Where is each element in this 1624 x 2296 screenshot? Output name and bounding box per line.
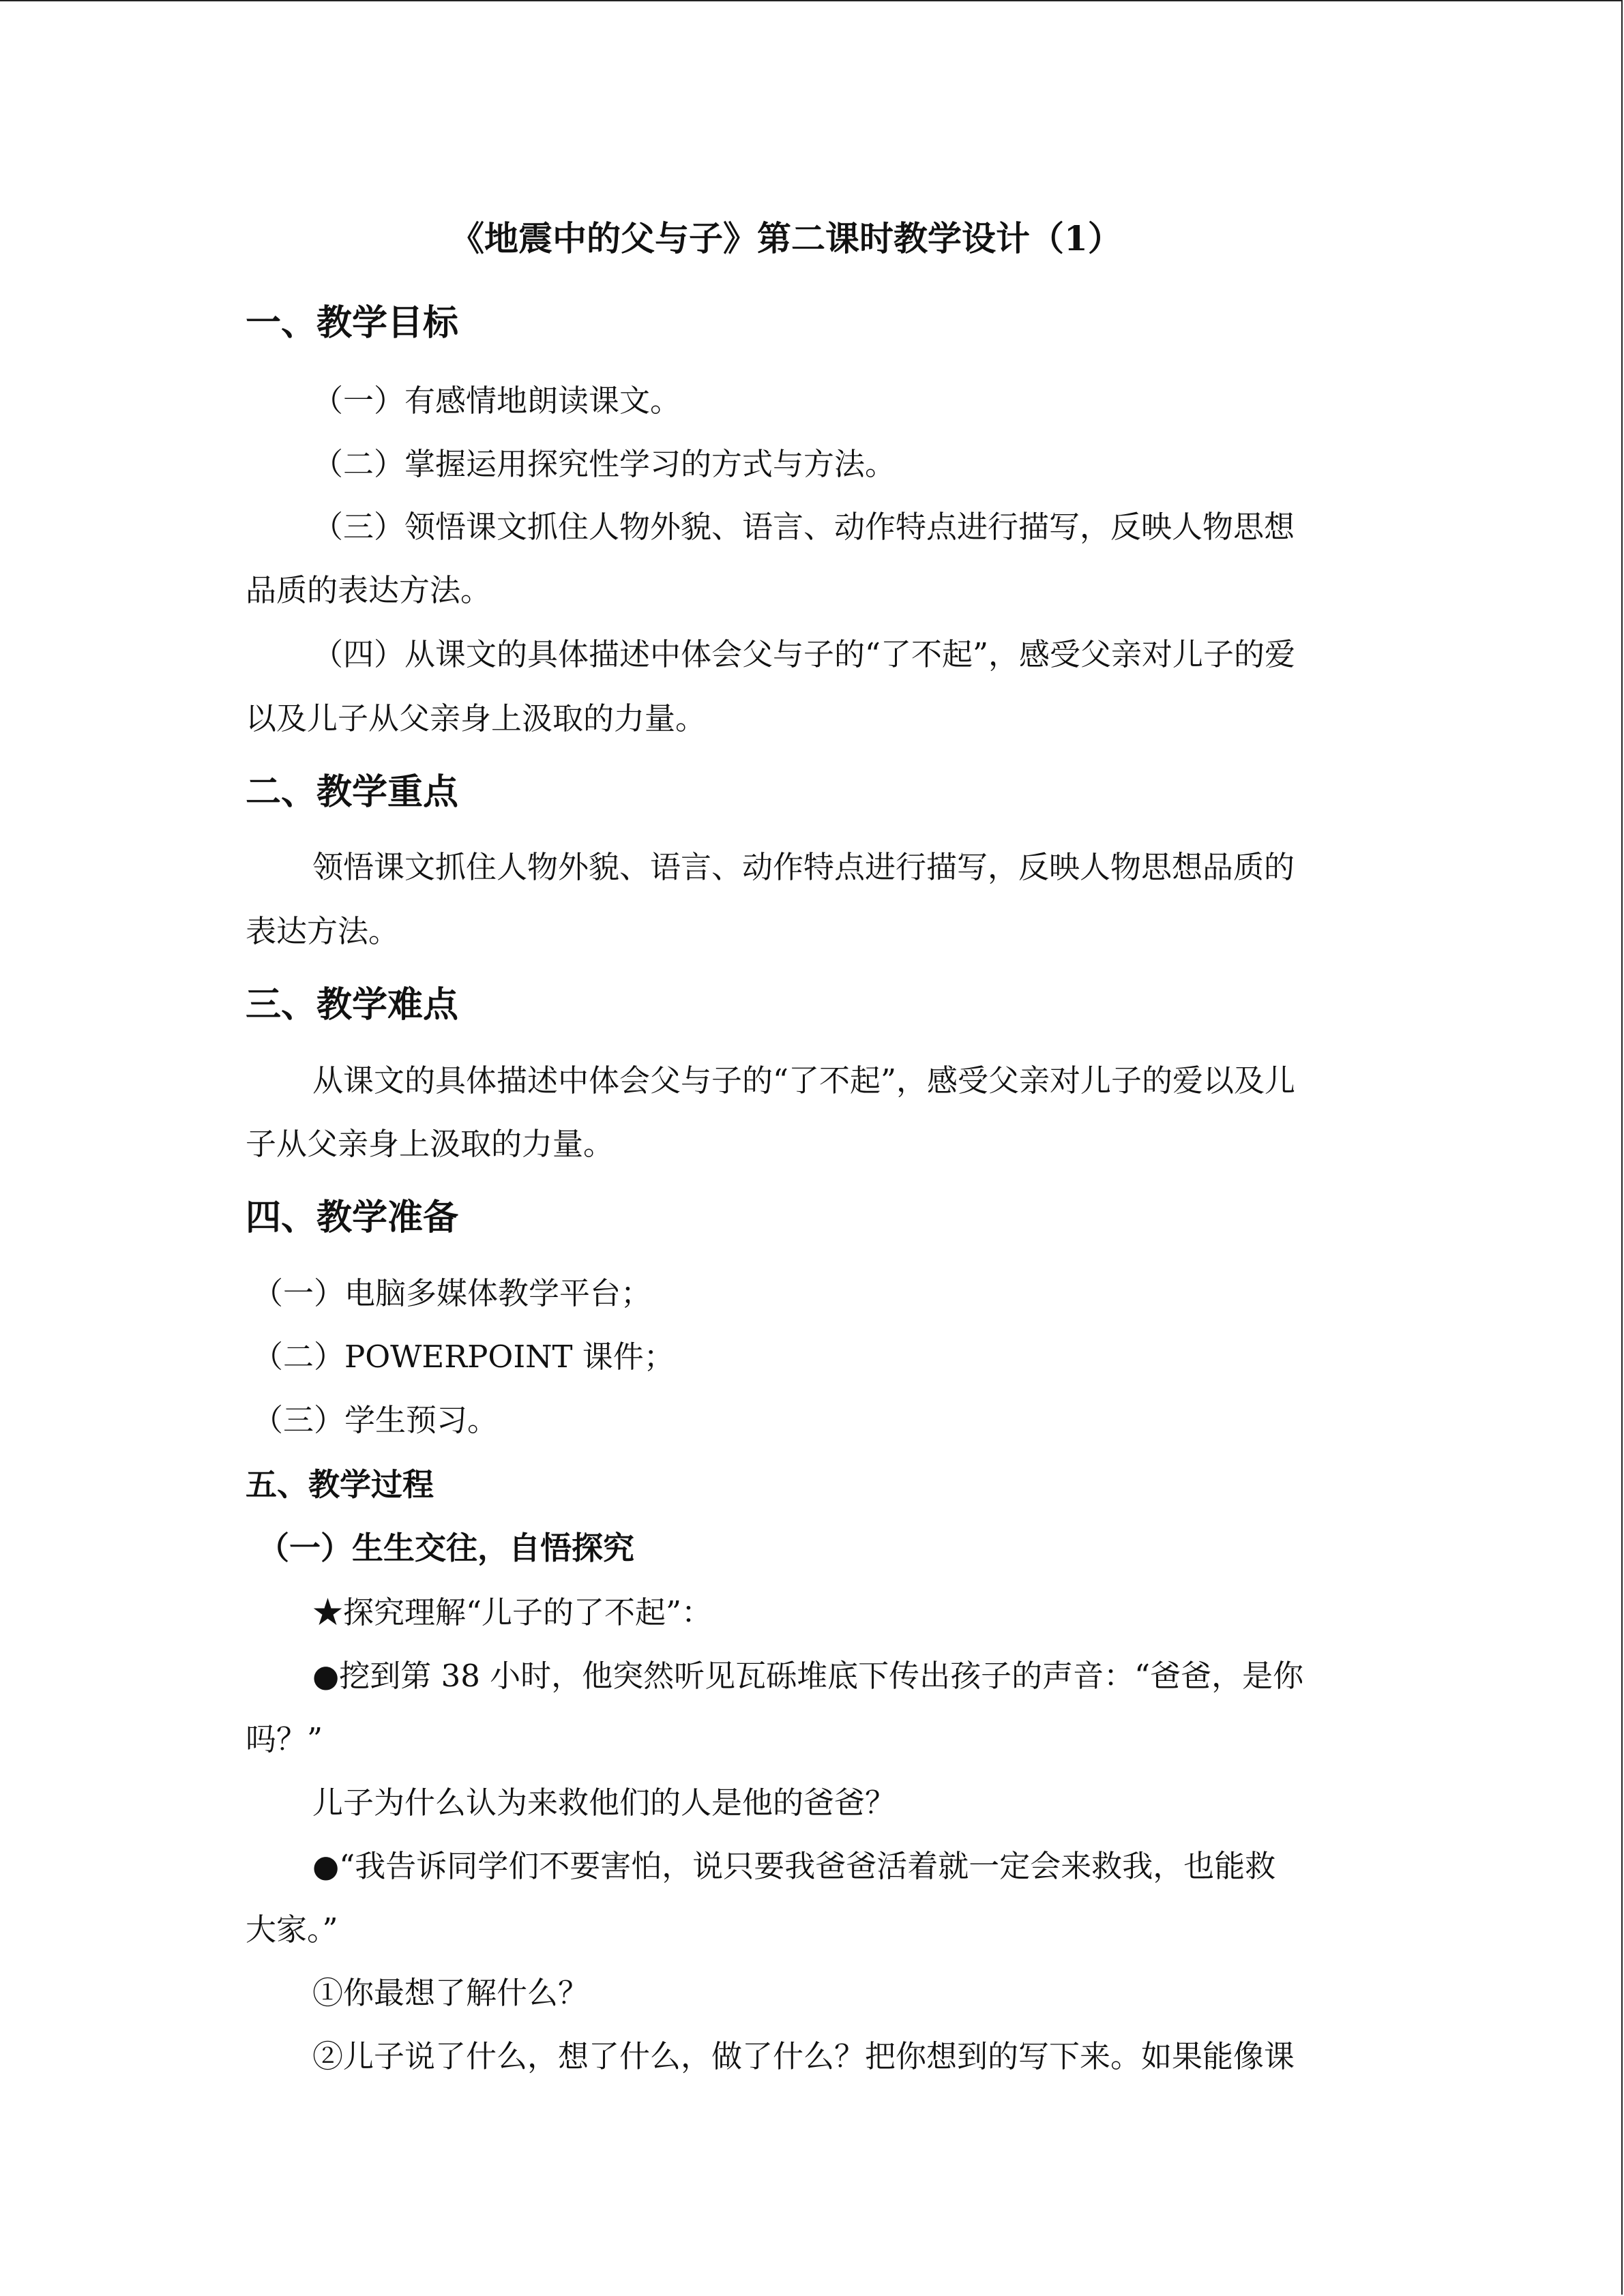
heading-process: 五、教学过程 <box>246 1466 434 1503</box>
process-line-2: ●挖到第 38 小时，他突然听见瓦砾堆底下传出孩子的声音：“爸爸，是你 <box>312 1658 1304 1694</box>
preparation-item-2: （二）POWERPOINT 课件； <box>252 1339 675 1375</box>
process-line-5: ●“我告诉同学们不要害怕，说只要我爸爸活着就一定会来救我，也能救 <box>312 1848 1276 1884</box>
key-points-line-1: 领悟课文抓住人物外貌、语言、动作特点进行描写，反映人物思想品质的 <box>312 849 1295 885</box>
goal-item-3: （三）领悟课文抓住人物外貌、语言、动作特点进行描写，反映人物思想 <box>312 509 1295 545</box>
preparation-item-1: （一）电脑多媒体教学平台； <box>252 1275 652 1311</box>
process-line-8: ②儿子说了什么，想了什么，做了什么？把你想到的写下来。如果能像课 <box>312 2038 1295 2074</box>
process-line-3: 吗？” <box>246 1721 323 1757</box>
difficulties-line-2: 子从父亲身上汲取的力量。 <box>246 1126 615 1162</box>
goal-item-1: （一）有感情地朗读课文。 <box>312 383 681 419</box>
preparation-item-3: （三）学生预习。 <box>252 1402 499 1438</box>
process-line-4: 儿子为什么认为来救他们的人是他的爸爸？ <box>312 1785 896 1821</box>
subheading-process-1: （一）生生交往，自悟探究 <box>258 1530 634 1566</box>
process-line-1: ★探究理解“儿子的了不起”： <box>312 1594 713 1630</box>
goal-item-3-cont: 品质的表达方法。 <box>246 572 492 608</box>
heading-preparation: 四、教学准备 <box>246 1197 459 1238</box>
process-line-6: 大家。” <box>246 1911 338 1948</box>
page-title: 《地震中的父与子》第二课时教学设计（1） <box>450 218 1122 258</box>
goal-item-2: （二）掌握运用探究性学习的方式与方法。 <box>312 446 896 482</box>
difficulties-line-1: 从课文的具体描述中体会父与子的“了不起”，感受父亲对儿子的爱以及儿 <box>312 1062 1296 1099</box>
heading-key-points: 二、教学重点 <box>246 771 459 813</box>
key-points-line-2: 表达方法。 <box>246 913 400 949</box>
process-line-7: ①你最想了解什么？ <box>312 1975 589 2011</box>
heading-teaching-goals: 一、教学目标 <box>246 302 459 344</box>
goal-item-4: （四）从课文的具体描述中体会父与子的“了不起”，感受父亲对儿子的爱 <box>312 636 1296 672</box>
goal-item-4-cont: 以及儿子从父亲身上汲取的力量。 <box>246 700 707 736</box>
heading-difficulties: 三、教学难点 <box>246 984 459 1026</box>
